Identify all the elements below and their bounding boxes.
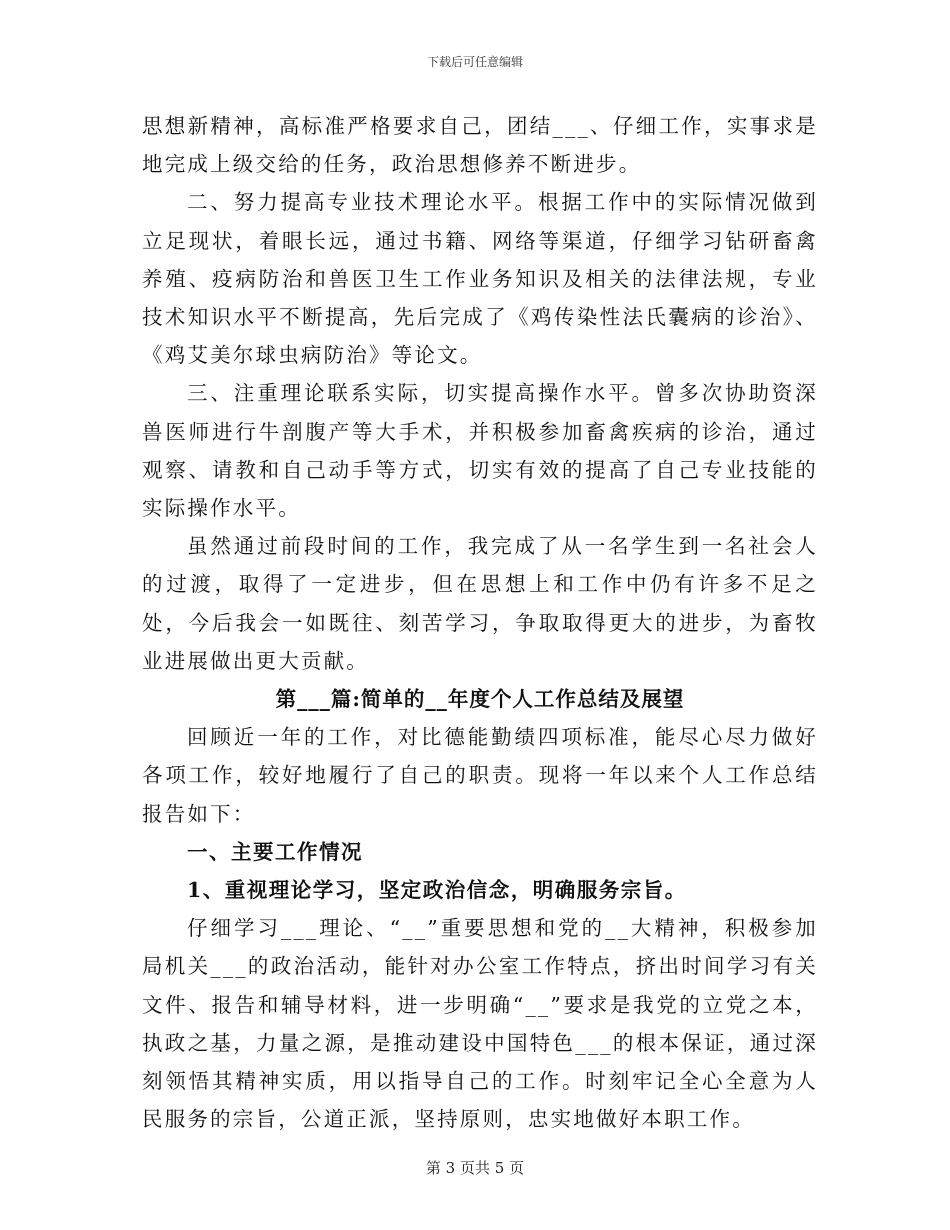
paragraph-theory-study: 仔细学习___理论、“__”重要思想和党的__大精神，积极参加局机关___的政治活动，能针对办公室工作特点，挤出时间学习有关文件、报告和辅导材料，进一步明确“__”要求是我党的立党之本，执政之基，力量之源，是推动建设中国特色___的根本保证，通过深刻领悟其精神实质，用以指导自己的工作。时刻牢记全心全意为人民服务的宗旨，公道正派，坚持原则，忠实地做好本职工作。	[142, 916, 818, 1132]
paragraph-practice: 三、注重理论联系实际，切实提高操作水平。曾多次协助资深兽医师进行牛剖腹产等大手术，并积极参加畜禽疾病的诊治，通过观察、请教和自己动手等方式，切实有效的提高了自己专业技能的实际操作水平。	[142, 381, 818, 521]
document-body	[142, 107, 818, 1138]
paragraph-intro: 回顾近一年的工作，对比德能勤绩四项标准，能尽心尽力做好各项工作，较好地履行了自己的职责。现将一年以来个人工作总结报告如下：	[142, 725, 818, 826]
page-footer: 第 3 页共 5 页	[425, 1159, 525, 1177]
page-header: 下载后可任意编辑	[426, 55, 523, 69]
heading-main-work: 一、主要工作情况	[187, 839, 363, 864]
paragraph-conclusion: 虽然通过前段时间的工作，我完成了从一名学生到一名社会人的过渡，取得了一定进步，但在思想上和工作中仍有许多不足之处，今后我会一如既往、刻苦学习，争取取得更大的进步，为畜牧业进展做出更大贡献。	[142, 534, 818, 673]
section-title: 第___篇:简单的__年度个人工作总结及展望	[275, 687, 685, 712]
paragraph-professional-skills: 二、努力提高专业技术理论水平。根据工作中的实际情况做到立足现状，着眼长远，通过书籍、网络等渠道，仔细学习钻研畜禽养殖、疫病防治和兽医卫生工作业务知识及相关的法律法规，专业技术知识水平不断提高，先后完成了《鸡传染性法氏囊病的诊治》、《鸡艾美尔球虫病防治》等论文。	[142, 190, 818, 368]
paragraph-continuation: 思想新精神，高标准严格要求自己，团结___、仔细工作，实事求是地完成上级交给的任务，政治思想修养不断进步。	[142, 114, 818, 177]
heading-theory-study: 1、重视理论学习，坚定政治信念，明确服务宗旨。	[187, 878, 687, 903]
